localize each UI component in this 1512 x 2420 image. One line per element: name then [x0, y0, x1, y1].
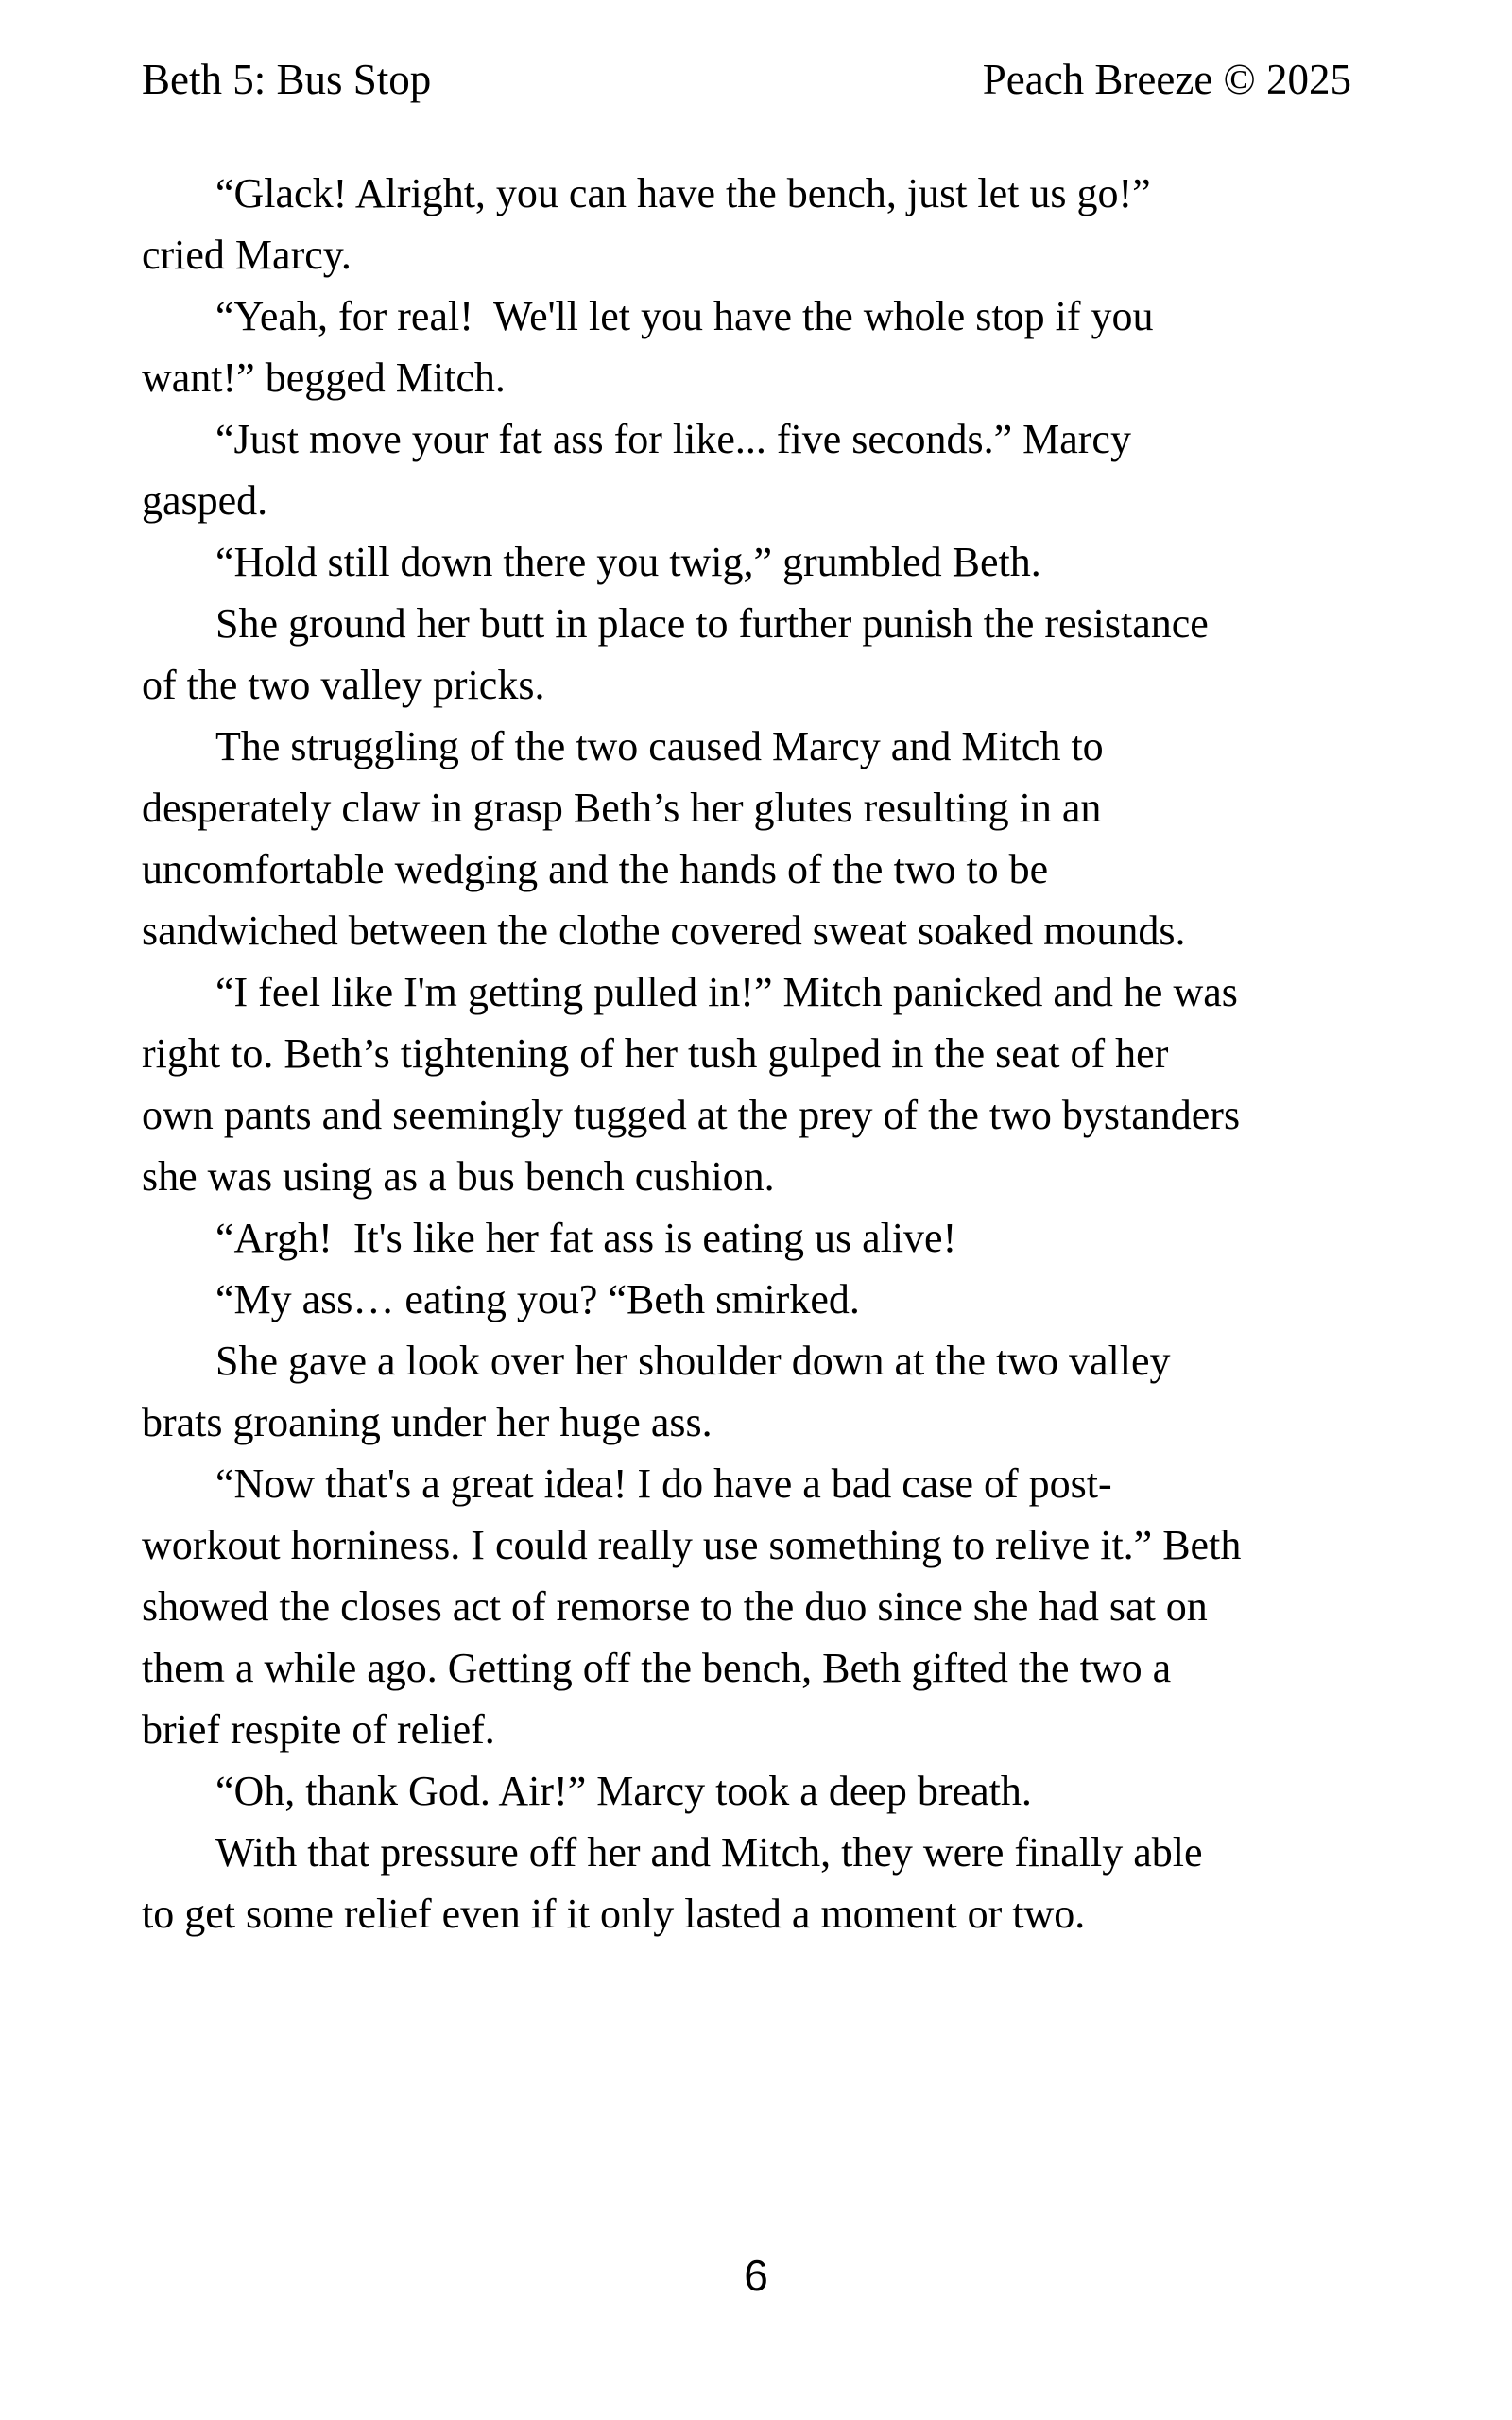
story-paragraph: “My ass… eating you? “Beth smirked.: [215, 1276, 860, 1322]
page-footer: [0, 2252, 1512, 2299]
story-paragraph: With that pressure off her and Mitch, they were finally able to get some relief even if it only lasted a moment or two.: [142, 1829, 1213, 1937]
story-paragraph: “Oh, thank God. Air!” Marcy took a deep breath.: [215, 1768, 1032, 1814]
header-copyright: Peach Breeze © 2025: [982, 56, 1351, 103]
page-body: [142, 163, 1252, 1945]
story-paragraph: She ground her butt in place to further punish the resistance of the two valley pricks.: [142, 600, 1219, 708]
story-paragraph: “Now that's a great idea! I do have a bad case of post-workout horniness. I could really use something to relive it.” Beth showed the closes act of remorse to the duo since she had sat on them a while ago. Getting off the bench, Beth gifted the two a brief respite of relief.: [142, 1461, 1252, 1753]
story-paragraph: “Hold still down there you twig,” grumbled Beth.: [215, 539, 1041, 585]
story-paragraph: “Glack! Alright, you can have the bench, just let us go!” cried Marcy.: [142, 170, 1161, 278]
story-paragraph: “I feel like I'm getting pulled in!” Mitch panicked and he was right to. Beth’s tightening of her tush gulped in the seat of her own pants and seemingly tugged at the prey of the two bystanders she was using as a bus bench cushion.: [142, 969, 1251, 1200]
story-paragraph: She gave a look over her shoulder down at the two valley brats groaning under her huge ass.: [142, 1338, 1181, 1445]
header-title: Beth 5: Bus Stop: [142, 56, 432, 103]
story-paragraph: “Yeah, for real! We'll let you have the whole stop if you want!” begged Mitch.: [142, 293, 1164, 401]
story-paragraph: “Argh! It's like her fat ass is eating us alive!: [215, 1215, 957, 1261]
page-header: [142, 49, 1351, 111]
story-paragraph: The struggling of the two caused Marcy and Mitch to desperately claw in grasp Beth’s her glutes resulting in an uncomfortable wedging and the hands of the two to be sandwiched between the clothe covered sweat soaked mounds.: [142, 723, 1186, 954]
page-number: 6: [744, 2251, 768, 2300]
story-paragraph: “Just move your fat ass for like... five seconds.” Marcy gasped.: [142, 416, 1142, 524]
